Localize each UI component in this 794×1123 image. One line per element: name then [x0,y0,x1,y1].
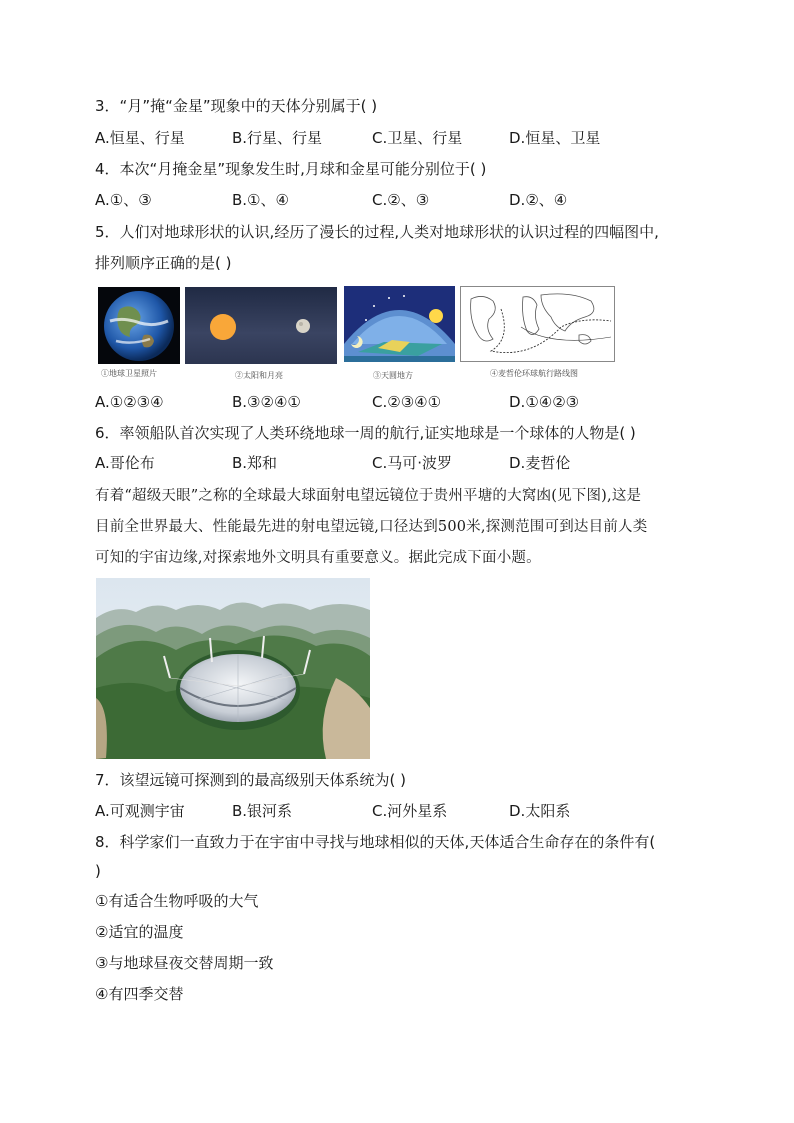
material-paragraph [95,481,705,574]
q3-option-b: B.行星、行星 [232,129,323,147]
q3-stem: 3．“月”掩“金星”现象中的天体分别属于( ) [95,97,378,115]
q6-stem: 6．率领船队首次实现了人类环绕地球一周的航行,证实地球是一个球体的人物是( ) [95,424,636,442]
q4-option-b: B.①、④ [232,191,289,209]
earth-satellite-photo [98,287,180,364]
q6-option-a: A.哥伦布 [95,454,155,472]
q5-option-b: B.③②④① [232,393,301,411]
figure-caption-3: ③天圆地方 [373,371,413,380]
q7-option-b: B.银河系 [232,802,293,820]
q8-item-3: ③与地球昼夜交替周期一致 [95,954,274,972]
q5-stem-line2: 排列顺序正确的是( ) [95,254,232,272]
round-sky-square-earth-illustration [344,286,455,362]
q4-option-d: D.②、④ [509,191,568,209]
q8-item-2: ②适宜的温度 [95,923,184,941]
q5-option-d: D.①④②③ [509,393,580,411]
figure-caption-2: ②太阳和月亮 [235,371,283,380]
q8-stem-line1: 8．科学家们一直致力于在宇宙中寻找与地球相似的天体,天体适合生命存在的条件有( [95,833,656,851]
q3-option-c: C.卫星、行星 [372,129,463,147]
q8-stem-line2: ) [95,862,101,880]
figure-caption-4: ④麦哲伦环球航行路线图 [490,369,578,378]
q7-option-c: C.河外星系 [372,802,448,820]
q6-option-d: D.麦哲伦 [509,454,571,472]
q4-stem: 4．本次“月掩金星”现象发生时,月球和金星可能分别位于( ) [95,160,487,178]
q8-item-4: ④有四季交替 [95,985,184,1003]
q3-option-d: D.恒星、卫星 [509,129,601,147]
q7-option-d: D.太阳系 [509,802,571,820]
q6-option-b: B.郑和 [232,454,278,472]
q7-option-a: A.可观测宇宙 [95,802,185,820]
q7-stem: 7．该望远镜可探测到的最高级别天体系统为( ) [95,771,407,789]
q5-stem-line1: 5．人们对地球形状的认识,经历了漫长的过程,人类对地球形状的认识过程的四幅图中, [95,223,659,241]
fast-telescope-photo [96,578,370,759]
material-line-2: 目前全世界最大、性能最先进的射电望远镜,口径达到500米,探测范围可到达目前人类 [95,519,648,535]
q3-option-a: A.恒星、行星 [95,129,185,147]
q5-option-c: C.②③④① [372,393,442,411]
q8-item-1: ①有适合生物呼吸的大气 [95,892,259,910]
q5-option-a: A.①②③④ [95,393,164,411]
material-line-3: 可知的宇宙边缘,对探索地外文明具有重要意义。据此完成下面小题。 [95,550,541,566]
material-line-1: 有着“超级天眼”之称的全球最大球面射电望远镜位于贵州平塘的大窝凼(见下图),这是 [95,488,642,504]
q6-option-c: C.马可·波罗 [372,454,453,472]
q4-option-a: A.①、③ [95,191,152,209]
q4-option-c: C.②、③ [372,191,430,209]
magellan-route-map [460,286,615,362]
sun-moon-photo [185,287,337,364]
figure-caption-1: ①地球卫星照片 [101,369,157,378]
